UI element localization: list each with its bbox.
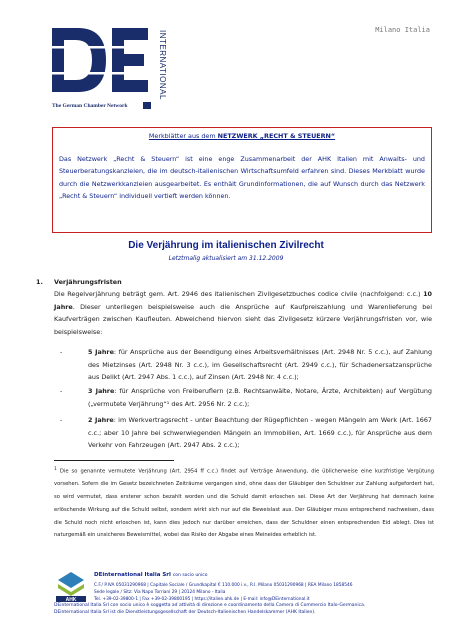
list-item: - 2 Jahre: im Werkvertragsrecht - unter Beachtung der Rügepflichten - wegen Mängeln am Werk (Art. 1667 c.c.; aber 10 Jahre bei schwerwiegenden Mängeln an Immobilien, Art. 1669 c.c.), für Ansprüche aus dem Verkehr von Fahrzeugen (Art. 2947 Abs. 2 c.c.); bbox=[60, 416, 432, 450]
footnote-divider bbox=[54, 460, 174, 461]
footer-legal-it: DEinternational Italia Srl con socio unico è soggetta ad attività di direzione e coordinamento della Camera di Commercio Italo-Germanica. bbox=[54, 603, 366, 608]
de-international-logo bbox=[48, 22, 168, 100]
info-box-text: Das Netzwerk „Recht & Steuern“ ist eine enge Zusammenarbeit der AHK Italien mit Anwalts- und Steuerberatungskanzleien, die im deutsch-italienischen Wirtschaftsumfeld erfahren sind. Dieses Merkblatt wurde durch die Netzwerkkanzleien ausgearbeitet. Es enthält Grundinformationen, die auf Wunsch durch das Netzwerk „Recht & Steuern“ individuell vertieft werden können. bbox=[59, 155, 425, 201]
network-info-box bbox=[52, 127, 432, 233]
footer-legal-de: DEinternational Italia Srl ist die Dienstleistungsgesellschaft der Deutsch-Italienischen Handelskammer (AHK Italien). bbox=[54, 609, 316, 615]
footnote: $^1$ Die so genannte vermutete Verjährung (Art. 2954 ff c.c.) findet auf Verträge Anwendung, die üblicherweise eine kurzfristige Vergütung vorsehen. Sofern die im Gesetz bezeichneten Zeiträume vergangen sind, ohne dass der Gläubiger den Schuldner zur Zahlung aufgefordert hat, so wird vermutet, dass ersterer schon bezahlt worden und die Schuld damit erloschen sei. Diese Art der Verjährung hat demnach keine erlöschende Wirkung auf die Schuld selbst, sondern wirkt sich nur auf die Beweislast aus. Der Gläubiger muss entsprechend nachweisen, dass die Schuld noch nicht erloschen ist, kann dies jedoch nur darüber erreichen, dass der Schuldner einen entsprechenden Eid ablegt. Dies ist naturgemäß ein unsicheres Beweismittel, wobei das Risiko der Abgabe eines Meineides erheblich ist. bbox=[54, 467, 434, 539]
document-title: Die Verjährung im italienischen Zivilrecht bbox=[128, 240, 324, 251]
footer-phone-web: Tel. +39-02-39800-1 | Fax +39-02-39800195 | https://italien.ahk.de | E-mail: info@DEinternational.it bbox=[94, 596, 310, 602]
header-location: Milano Italia bbox=[375, 26, 430, 34]
network-caption: The German Chamber Network bbox=[52, 103, 128, 109]
list-item: - 5 Jahre: für Ansprüche aus der Beendigung eines Arbeitsverhältnisses (Art. 2948 Nr. 5 c.c.), auf Zahlung des Mietzinses (Art. 2948 Nr. 3 c.c.), im Gesellschaftsrecht (Art. 2949 c.c.), für Schadenersatzansprüche aus Delikt (Art. 2947 Abs. 1 c.c.), auf Zinsen (Art. 2948 Nr. 4 c.c.); bbox=[60, 348, 432, 382]
footer-company: DEinternational Italia Srl con socio unico bbox=[94, 572, 208, 578]
footer-contact bbox=[94, 583, 352, 603]
ahk-logo bbox=[56, 570, 86, 602]
section-heading: 1. Verjährungsfristen bbox=[36, 278, 122, 286]
ahk-logo-text: AHK bbox=[65, 597, 77, 602]
info-box-title: Merkblätter aus dem NETZWERK „RECHT & STEUERN“ bbox=[148, 132, 336, 140]
logo-vertical-text: INTERNATIONAL bbox=[158, 30, 167, 100]
footer-address: Sede legale / Sitz: Via Napo Torriani 29 | 20124 Milano - Italia bbox=[94, 589, 226, 595]
document-subtitle: Letztmalig aktualisiert am 31.12.2009 bbox=[168, 255, 284, 262]
footer-legal bbox=[54, 603, 434, 616]
network-flag-icon bbox=[143, 102, 151, 109]
footer-registration: C.F./ P.IVA 05031290968 | Capitale Sociale / Grundkapital € 110.000 i.v., R.I. Milano 05031290968 | REA Milano 1858546 bbox=[94, 583, 353, 588]
list-item: - 3 Jahre: für Ansprüche von Freiberuflern (z.B. Rechtsanwälte, Notare, Ärzte, Architekten) auf Vergütung („vermutete Verjährung“¹ des Art. 2956 Nr. 2 c.c.); bbox=[60, 387, 432, 408]
intro-paragraph: Die Regelverjährung beträgt gem. Art. 2946 des italienischen Zivilgesetzbuches codice civile (nachfolgend: c.c.) 10 Jahre. Dieser unterliegen beispielsweise auch die Ansprüche auf Kaufpreiszahlung und Warenlieferung bei Kaufverträgen zwischen Kaufleuten. Abweichend hiervon sieht das Zivilgesetz kürzere Verjährungsfristen vor, wie beispielsweise: bbox=[54, 290, 432, 336]
